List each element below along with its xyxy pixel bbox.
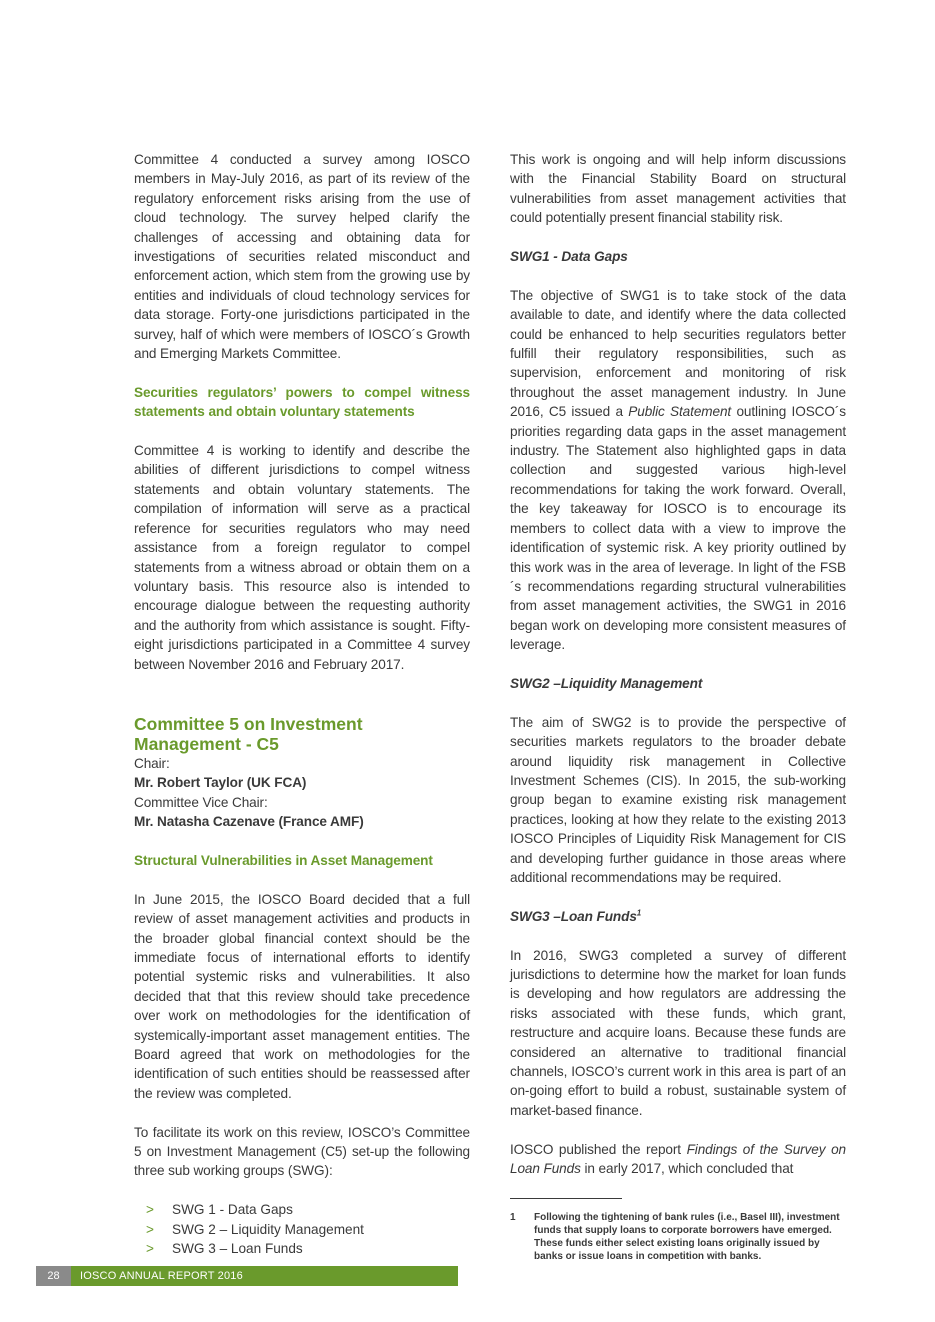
paragraph: The objective of SWG1 is to take stock of the data available to date, and identify where the data collected could be enhanced to help securities regulators better fulfill their regulatory responsibilities, such as supervision, enforcement and monitoring of risk throughout the asset management industry. In June 2016, C5 issued a Public Statement outlining IOSCO´s priorities regarding data gaps in the asset management industry. The Statement also highlighted gaps in data collection and suggested various high-level recommendations for taking the work forward. Overall, the key takeaway for IOSCO is to encourage its members to collect data with a view to improve the identification of systemic risk. A key priority outlined by this work was in the area of leverage. In light of the FSB´s recommendations regarding structural vulnerabilities from asset management activities, the SWG1 in 2016 began work on developing more consistent measures of leverage. [510, 287, 846, 653]
paragraph: IOSCO published the report Findings of the Survey on Loan Funds in early 2017, which concluded that [510, 1141, 847, 1177]
bullet-marker: > [146, 1202, 154, 1218]
subsection-heading: SWG1 - Data Gaps [510, 249, 628, 265]
page-footer [36, 1266, 458, 1286]
document-title-link: Public Statement [628, 404, 732, 420]
list-item-label: SWG 1 - Data Gaps [172, 1202, 293, 1218]
footer-label: IOSCO ANNUAL REPORT 2016 [71, 1266, 458, 1286]
paragraph: The aim of SWG2 is to provide the perspective of securities markets regulators to the broader debate around liquidity risk management in Collective Investment Schemes (CIS). In 2015, the sub-working group began to examine existing risk management practices, looking at how they relate to the existing 2013 IOSCO Principles of Liquidity Risk Management for CIS and developing further guidance in those areas where additional recommendations may be required. [510, 714, 846, 885]
vice-chair-label: Committee Vice Chair: [134, 794, 268, 810]
committee-title-line: Committee 5 on Investment [134, 713, 363, 734]
list-item-label: SWG 2 – Liquidity Management [172, 1221, 364, 1237]
report-title: Findings of the Survey on Loan Funds [510, 1141, 847, 1177]
right-column [510, 150, 846, 1263]
left-column [134, 150, 470, 1258]
vice-chair-name: Mr. Natasha Cazenave (France AMF) [134, 814, 364, 830]
paragraph: Committee 4 conducted a survey among IOSCO members in May-July 2016, as part of its review of the regulatory enforcement risks arising from the use of cloud technology. The survey helped clarify the challenges of accessing and obtaining data for investigations of securities related misconduct and enforcement action, which stem from the growing use by entities and individuals of cloud technology services for data storage. Forty-one jurisdictions participated in the survey, half of which were members of IOSCO´s Growth and Emerging Markets Committee. [134, 152, 470, 362]
committee-title [134, 714, 470, 754]
list-item [146, 1239, 470, 1258]
bullet-marker: > [146, 1221, 154, 1237]
section-heading: Securities regulators’ powers to compel witness statements and obtain voluntary statements [134, 384, 470, 420]
list-item-label: SWG 3 – Loan Funds [172, 1241, 303, 1257]
subsection-heading: SWG2 –Liquidity Management [510, 675, 703, 691]
paragraph: To facilitate its work on this review, IOSCO’s Committee 5 on Investment Management (C5) set-up the following three sub working groups (SWG): [134, 1124, 470, 1179]
paragraph: This work is ongoing and will help inform discussions with the Financial Stability Board on structural vulnerabilities from asset management activities that could potentially present financial stability risk. [510, 152, 846, 226]
list-item [146, 1220, 470, 1239]
chair-name: Mr. Robert Taylor (UK FCA) [134, 775, 307, 791]
footnote [510, 1211, 846, 1263]
chair-label: Chair: [134, 755, 170, 771]
paragraph: Committee 4 is working to identify and describe the abilities of different jurisdictions to compel witness statements and obtain voluntary statements. The compilation of information will serve as a practical reference for securities regulators who may need assistance from a foreign regulator to compel statements from a witness abroad or obtain them on a voluntary basis. This resource also is intended to encourage dialogue between the requesting authority and the authority from which assistance is sought. Fifty-eight jurisdictions participated in a Committee 4 survey between November 2016 and February 2017. [134, 443, 470, 672]
paragraph: In 2016, SWG3 completed a survey of different jurisdictions to determine how the market for loan funds is developing and how regulators are addressing the risks associated with these funds, which grant, restructure and acquire loans. Because these funds are considered an alternative to traditional financial channels, IOSCO’s current work in this area is part of an on-going effort to build a robust, sustainable system of market-based finance. [510, 947, 846, 1118]
bullet-marker: > [146, 1241, 154, 1257]
page-number: 28 [36, 1266, 71, 1286]
paragraph: In June 2015, the IOSCO Board decided that a full review of asset management activities and products in the broader global financial context should be the immediate focus of international efforts to identify potential systemic risks and vulnerabilities. It also decided that that this review should take precedence over work on methodologies for the identification of systemically-important asset management entities. The Board agreed that work on methodologies for the identification of such entities should be reassessed after the review was completed. [134, 891, 470, 1101]
footnote-number: 1 [510, 1212, 516, 1224]
swg-list [134, 1200, 470, 1258]
committee-title-line: Management - C5 [134, 733, 279, 754]
section-heading: Structural Vulnerabilities in Asset Management [134, 852, 433, 868]
list-item [146, 1200, 470, 1219]
footnote-ref: 1 [636, 908, 642, 918]
footnote-divider [510, 1198, 622, 1199]
subsection-heading: SWG3 –Loan Funds$^1$ [510, 908, 642, 924]
footnote-text: Following the tightening of bank rules (i.e., Basel III), investment funds that supply loans to corporate borrowers have emerged. These funds either select existing loans originally issued by banks or issue loans in competition with banks. [534, 1212, 840, 1263]
